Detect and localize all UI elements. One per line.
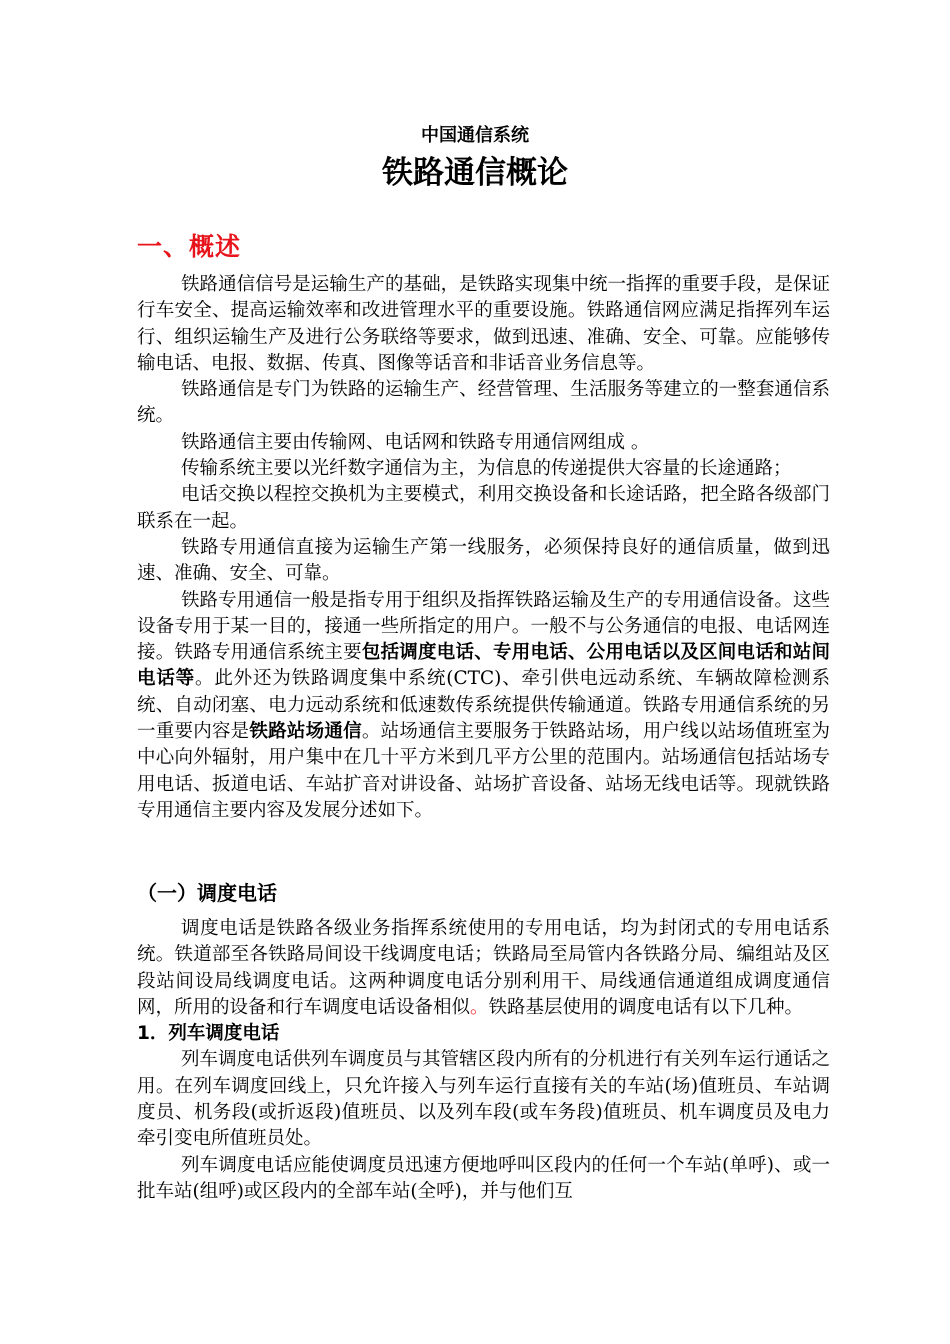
paragraph-7-part-e: 。站场通信主要服务于铁路站场，用户线以站场值班室为中心向外辐射，用户集中在几十平方米到几平方公里的范围内。站场通信包括站场专用电话、扳道电话、车站扩音对讲设备、站场扩音设备、站场无线电话等。现就铁路专用通信主要内容及发展分述如下。	[137, 721, 830, 821]
subsection-heading-train-dispatch: 1．列车调度电话	[137, 1023, 280, 1045]
paragraph-7-part-c: 。此外还为铁路调度集中系统(CTC)、牵引供电远动系统、车辆故障检测系统、自动闭塞、电力远动系统和低速数传系统提供传输通道。铁路专用通信系统的另一重要内容是	[137, 668, 830, 743]
paragraph-5: 电话交换以程控交换机为主要模式，利用交换设备和长途话路，把全路各级部门联系在一起。	[137, 484, 830, 532]
paragraph-3: 铁路通信主要由传输网、电话网和铁路专用通信网组成 。	[181, 431, 650, 453]
paragraph-8	[137, 916, 830, 1021]
paragraph-10: 列车调度电话应能使调度员迅速方便地呼叫区段内的任何一个车站(单呼)、或一批车站(组呼)或区段内的全部车站(全呼)，并与他们互	[137, 1154, 830, 1202]
paragraph-6: 铁路专用通信直接为运输生产第一线服务，必须保持良好的通信质量，做到迅速、准确、安全、可靠。	[137, 536, 830, 585]
section-heading-overview: 一、概述	[137, 232, 242, 261]
document-title: 铁路通信概论	[382, 155, 568, 191]
paragraph-7-bold-station: 铁路站场通信	[249, 721, 362, 743]
overview-body	[137, 272, 830, 824]
paragraph-7-bold-services: 包括调度电话、专用电话、公用电话以及区间电话和站间电话等	[137, 642, 830, 690]
paragraph-2: 铁路通信是专门为铁路的运输生产、经营管理、生活服务等建立的一整套通信系统。	[137, 379, 830, 427]
paragraph-9: 列车调度电话供列车调度员与其管辖区段内所有的分机进行有关列车运行通话之用。在列车调度回线上，只允许接入与列车运行直接有关的车站(场)值班员、车站调度员、机务段(或折返段)值班员、以及列车段(或车务段)值班员、机车调度员及电力牵引变电所值班员处。	[137, 1049, 830, 1150]
dispatch-phone-body	[137, 916, 830, 1205]
paragraph-8-red-period: 。	[470, 996, 489, 1018]
section-heading-dispatch-phone: （一）调度电话	[137, 881, 277, 905]
paragraph-8-part-c: 铁路基层使用的调度电话有以下几种。	[488, 996, 804, 1018]
paragraph-8-part-a: 调度电话是铁路各级业务指挥系统使用的专用电话，均为封闭式的专用电话系统。铁道部至各铁路局间设干线调度电话；铁路局至局管内各铁路分局、编组站及区段站间设局线调度电话。这两种调度电话分别利用干、局线通信通道组成调度通信网，所用的设备和行车调度电话设备相似	[137, 918, 830, 1018]
paragraph-7	[137, 588, 830, 825]
document-supertitle: 中国通信系统	[421, 125, 529, 146]
paragraph-1: 铁路通信信号是运输生产的基础，是铁路实现集中统一指挥的重要手段，是保证行车安全、提高运输效率和改进管理水平的重要设施。铁路通信网应满足指挥列车运行、组织运输生产及进行公务联络等要求，做到迅速、准确、安全、可靠。应能够传输电话、电报、数据、传真、图像等话音和非话音业务信息等。	[137, 274, 830, 374]
paragraph-4: 传输系统主要以光纤数字通信为主，为信息的传递提供大容量的长途通路；	[181, 458, 792, 480]
paragraph-7-part-a: 铁路专用通信一般是指专用于组织及指挥铁路运输及生产的专用通信设备。这些设备专用于某一目的，接通一些所指定的用户。一般不与公务通信的电报、电话网连接。铁路专用通信系统主要	[137, 589, 830, 664]
